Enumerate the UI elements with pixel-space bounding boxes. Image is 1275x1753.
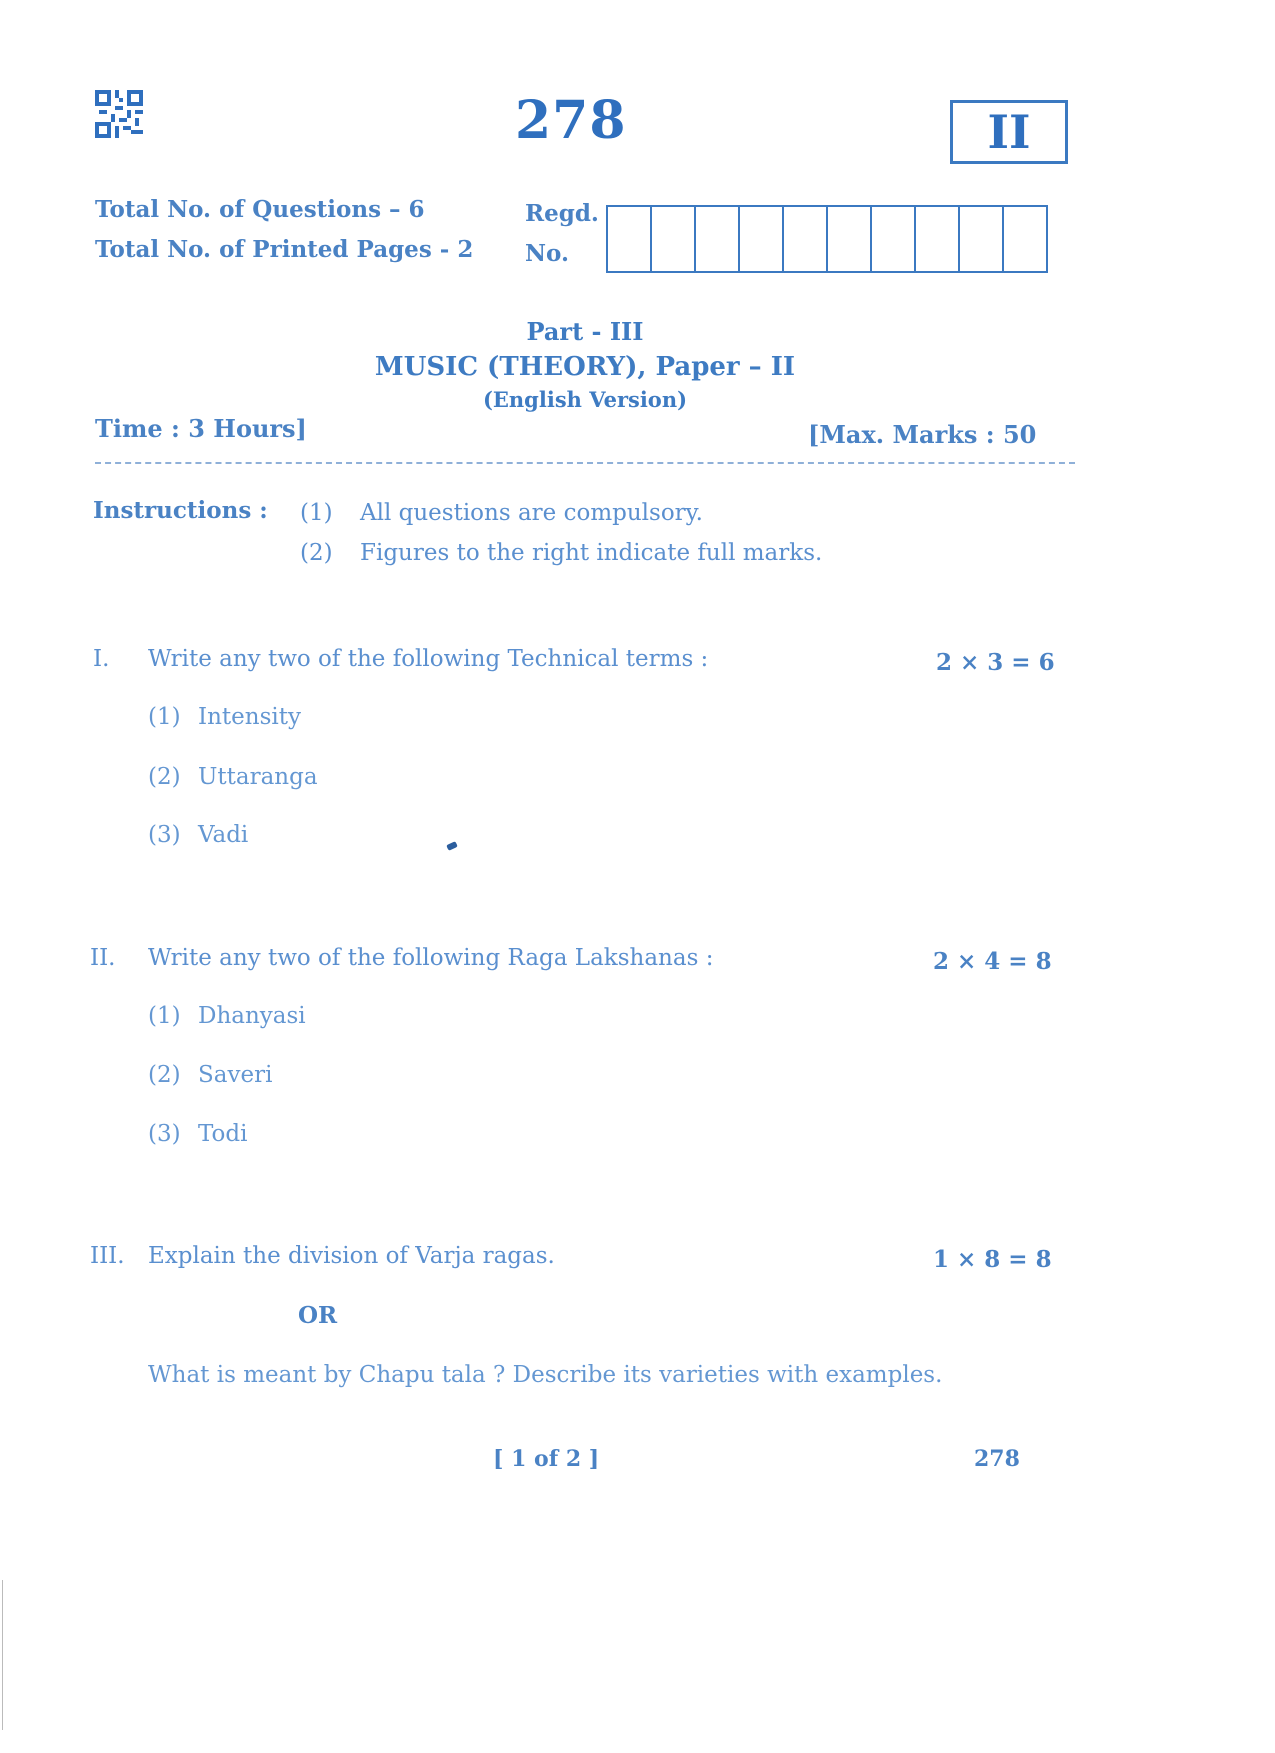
reg-digit-box[interactable]: [916, 207, 960, 271]
set-code: II: [987, 105, 1031, 159]
header-divider: [95, 462, 1075, 464]
max-marks: [Max. Marks : 50: [808, 420, 1037, 449]
question-2-option-3-num: (3): [148, 1121, 181, 1147]
question-1-text: Write any two of the following Technical terms :: [148, 646, 709, 672]
set-code-box: [950, 100, 1068, 164]
paper-code: 278: [515, 90, 627, 151]
ink-speck: [446, 841, 458, 851]
version-heading: (English Version): [482, 387, 688, 412]
reg-digit-box[interactable]: [960, 207, 1004, 271]
question-3-or: OR: [298, 1302, 338, 1329]
question-3-text: Explain the division of Varja ragas.: [148, 1243, 555, 1269]
question-1-option-2-num: (2): [148, 764, 181, 790]
instruction-text-2: Figures to the right indicate full marks.: [360, 540, 823, 566]
question-2-option-1-num: (1): [148, 1003, 181, 1029]
footer-paper-code: 278: [974, 1446, 1020, 1472]
question-1-option-1-num: (1): [148, 704, 181, 730]
reg-digit-box[interactable]: [828, 207, 872, 271]
subject-heading: MUSIC (THEORY), Paper – II: [374, 352, 796, 382]
part-heading: Part - III: [526, 317, 644, 346]
exam-time: Time : 3 Hours]: [95, 414, 307, 443]
question-2-option-3: Todi: [198, 1121, 248, 1147]
reg-digit-box[interactable]: [740, 207, 784, 271]
registration-number-boxes[interactable]: [606, 205, 1048, 273]
reg-digit-box[interactable]: [1004, 207, 1048, 271]
instruction-num-1: (1): [300, 500, 333, 526]
reg-digit-box[interactable]: [608, 207, 652, 271]
question-2-number: II.: [90, 945, 116, 971]
question-3-alternative: What is meant by Chapu tala ? Describe its varieties with examples.: [148, 1362, 943, 1388]
question-1-option-3-num: (3): [148, 822, 181, 848]
instructions-label: Instructions :: [93, 497, 268, 524]
total-questions: Total No. of Questions – 6: [95, 196, 425, 223]
instruction-num-2: (2): [300, 540, 333, 566]
question-2-text: Write any two of the following Raga Lakshanas :: [148, 945, 714, 971]
reg-digit-box[interactable]: [872, 207, 916, 271]
question-1-option-3: Vadi: [198, 822, 249, 848]
regd-label: Regd.: [525, 200, 599, 227]
instruction-text-1: All questions are compulsory.: [360, 500, 703, 526]
question-1-option-1: Intensity: [198, 704, 301, 730]
question-2-option-1: Dhanyasi: [198, 1003, 306, 1029]
total-printed-pages: Total No. of Printed Pages - 2: [95, 236, 474, 263]
question-1-marks: 2 × 3 = 6: [936, 649, 1055, 676]
reg-digit-box[interactable]: [696, 207, 740, 271]
scan-edge-line: [2, 1580, 3, 1730]
reg-digit-box[interactable]: [784, 207, 828, 271]
question-1-option-2: Uttaranga: [198, 764, 318, 790]
question-3-marks: 1 × 8 = 8: [933, 1246, 1052, 1273]
question-2-marks: 2 × 4 = 8: [933, 948, 1052, 975]
reg-digit-box[interactable]: [652, 207, 696, 271]
no-label: No.: [525, 240, 569, 267]
qr-code-icon: [95, 90, 143, 138]
question-2-option-2-num: (2): [148, 1062, 181, 1088]
question-2-option-2: Saveri: [198, 1062, 273, 1088]
page-indicator: [ 1 of 2 ]: [493, 1446, 600, 1472]
question-1-number: I.: [93, 646, 110, 672]
question-3-number: III.: [90, 1243, 125, 1269]
